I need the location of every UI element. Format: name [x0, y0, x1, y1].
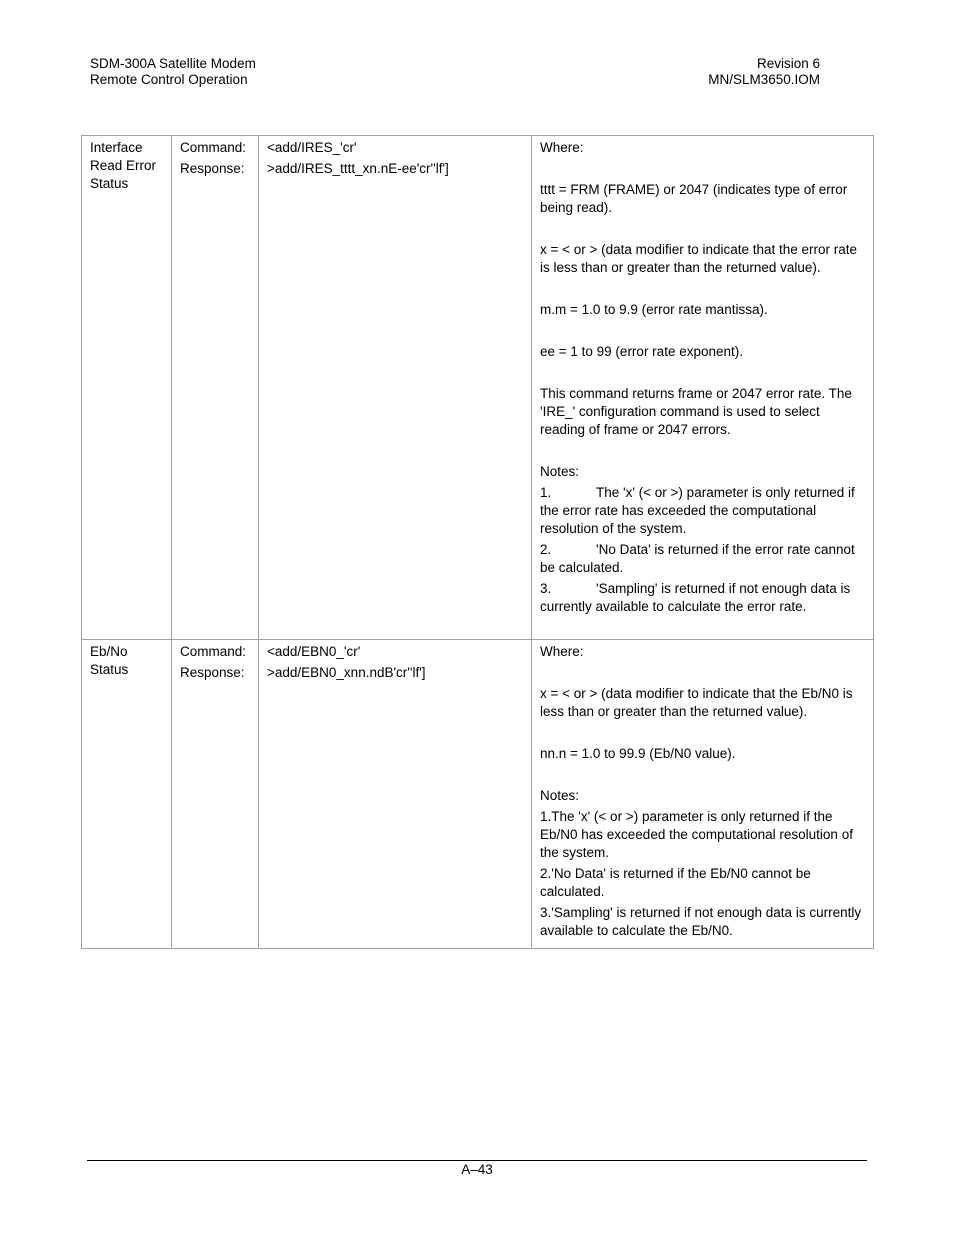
description-paragraph: x = < or > (data modifier to indicate that the Eb/N0 is less than or greater than the returned value).	[540, 686, 853, 719]
parameter-name: Eb/No Status	[90, 644, 129, 677]
note-text: 'No Data' is returned if the error rate cannot be calculated.	[540, 542, 855, 575]
note-item: 2.'No Data' is returned if the Eb/N0 cannot be calculated.	[540, 866, 811, 899]
response-syntax: >add/EBN0_xnn.ndB'cr''lf']	[267, 665, 426, 680]
note-item	[540, 580, 865, 616]
command-label: Command:	[180, 140, 247, 155]
note-number: 1.	[540, 485, 552, 500]
header-product-title: SDM-300A Satellite Modem	[90, 56, 256, 71]
note-item: 3.'Sampling' is returned if not enough data is currently available to calculate the Eb/N0.	[540, 905, 862, 938]
description-paragraph: This command returns frame or 2047 error rate. The 'IRE_' configuration command is used to select reading of frame or 2047 errors.	[540, 386, 852, 437]
response-syntax: >add/IRES_tttt_xn.nE-ee'cr''lf']	[267, 161, 449, 176]
description-paragraph: nn.n = 1.0 to 99.9 (Eb/N0 value).	[540, 746, 736, 761]
note-number: 2.	[540, 542, 552, 557]
command-syntax: <add/EBN0_'cr'	[267, 644, 361, 659]
page-header-right	[620, 56, 820, 88]
parameter-name-cell	[82, 136, 172, 640]
command-label: Command:	[180, 644, 247, 659]
table-row	[82, 136, 874, 640]
footer-rule	[87, 1160, 867, 1161]
note-item	[540, 484, 865, 538]
command-type-cell	[172, 136, 259, 640]
header-section-title: Remote Control Operation	[90, 72, 248, 87]
notes-label: Notes:	[540, 464, 580, 479]
description-cell	[532, 136, 874, 640]
note-text: The 'x' (< or >) parameter is only returned if the error rate has exceeded the computational resolution of the system.	[540, 485, 855, 536]
page-header-left	[90, 56, 256, 88]
note-number: 3.	[540, 581, 552, 596]
note-item: 1.The 'x' (< or >) parameter is only returned if the Eb/N0 has exceeded the computational resolution of the system.	[540, 809, 853, 860]
where-label: Where:	[540, 644, 584, 659]
description-cell	[532, 640, 874, 949]
command-syntax: <add/IRES_'cr'	[267, 140, 357, 155]
header-revision: Revision 6	[756, 56, 820, 71]
parameter-name-cell	[82, 640, 172, 949]
note-text: 'Sampling' is returned if not enough data is currently available to calculate the error rate.	[540, 581, 851, 614]
command-type-cell	[172, 640, 259, 949]
where-label: Where:	[540, 140, 584, 155]
table-row	[82, 640, 874, 949]
description-paragraph: ee = 1 to 99 (error rate exponent).	[540, 344, 743, 359]
description-paragraph: tttt = FRM (FRAME) or 2047 (indicates type of error being read).	[540, 182, 848, 215]
syntax-cell	[259, 640, 532, 949]
command-table	[81, 135, 874, 949]
response-label: Response:	[180, 665, 245, 680]
description-paragraph: x = < or > (data modifier to indicate that the error rate is less than or greater than the returned value).	[540, 242, 858, 275]
page-number: A–43	[461, 1162, 493, 1177]
syntax-cell	[259, 136, 532, 640]
response-label: Response:	[180, 161, 245, 176]
parameter-name: Interface Read Error Status	[90, 140, 157, 191]
note-item	[540, 541, 865, 577]
header-document-number: MN/SLM3650.IOM	[708, 72, 820, 87]
notes-label: Notes:	[540, 788, 580, 803]
description-paragraph: m.m = 1.0 to 9.9 (error rate mantissa).	[540, 302, 768, 317]
